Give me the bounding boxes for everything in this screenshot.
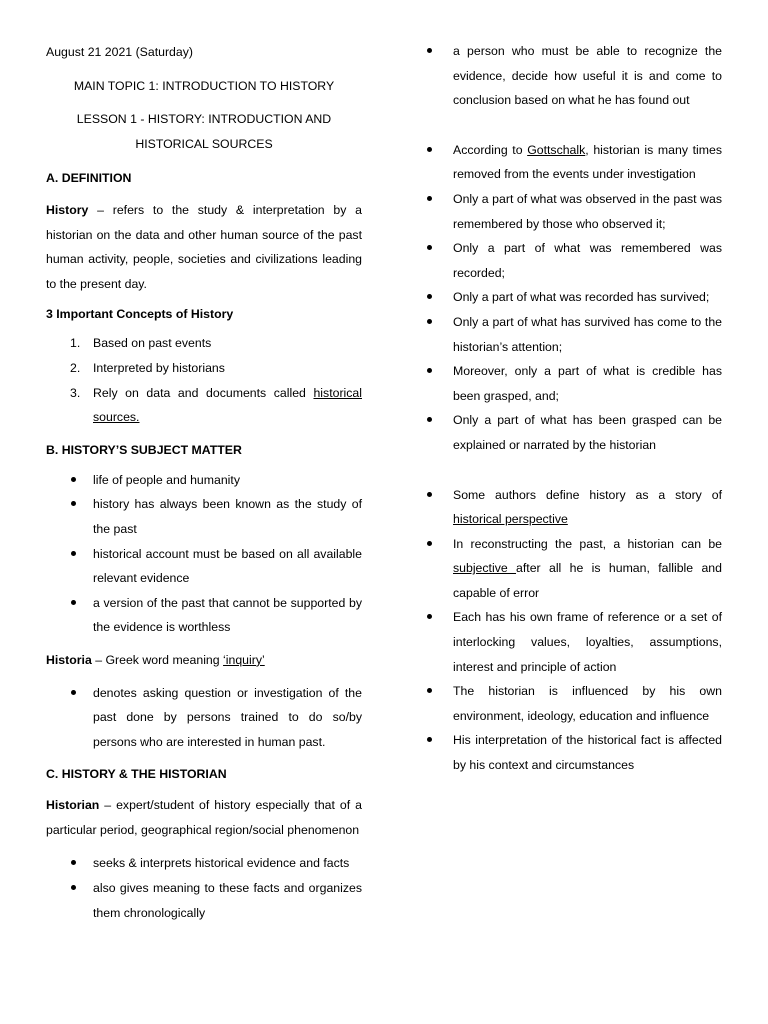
historia-term: Historia bbox=[46, 652, 92, 667]
bullet-icon bbox=[427, 417, 432, 422]
historical-perspective-term: historical perspective bbox=[453, 512, 568, 527]
list-item: Only a part of what was remembered was recorded; bbox=[427, 236, 722, 285]
history-definition bbox=[46, 198, 362, 296]
bullet-icon bbox=[71, 501, 76, 506]
left-column bbox=[46, 0, 362, 925]
list-number: 3. bbox=[70, 385, 81, 400]
bullet-icon bbox=[71, 860, 76, 865]
list-item: Only a part of what was recorded has survived; bbox=[427, 285, 722, 310]
bullet-icon bbox=[427, 48, 432, 53]
list-item: Only a part of what was observed in the past was remembered by those who observed it; bbox=[427, 187, 722, 236]
bullet-icon bbox=[427, 196, 432, 201]
list-item: denotes asking question or investigation of the past done by persons trained to do so/by persons who are interested in human past. bbox=[46, 681, 362, 755]
list-item: historical account must be based on all available relevant evidence bbox=[46, 542, 362, 591]
list-item: seeks & interprets historical evidence and facts bbox=[46, 851, 362, 876]
list-item: history has always been known as the study of the past bbox=[46, 492, 362, 541]
historia-definition: Historia – Greek word meaning ‘inquiry’ bbox=[46, 652, 265, 667]
list-item: Some authors define history as a story of historical perspective bbox=[427, 483, 722, 532]
concepts-list bbox=[46, 331, 362, 429]
bullet-icon bbox=[427, 614, 432, 619]
concepts-heading: 3 Important Concepts of History bbox=[46, 307, 234, 322]
section-a-heading: A. DEFINITION bbox=[46, 171, 132, 185]
list-item: also gives meaning to these facts and organizes them chronologically bbox=[46, 876, 362, 925]
gottschalk-list bbox=[427, 138, 722, 458]
inquiry-word: ‘inquiry’ bbox=[223, 652, 265, 667]
list-item: Only a part of what has survived has come to the historian’s attention; bbox=[427, 310, 722, 359]
main-topic-heading: MAIN TOPIC 1: INTRODUCTION TO HISTORY bbox=[73, 79, 335, 93]
historian-qualities-list bbox=[427, 39, 722, 113]
list-item: 2. Interpreted by historians bbox=[46, 356, 362, 381]
bullet-icon bbox=[71, 885, 76, 890]
list-item: Moreover, only a part of what is credible has been grasped, and; bbox=[427, 359, 722, 408]
historical-sources-link: historical sources. bbox=[93, 385, 362, 425]
historia-list bbox=[46, 681, 362, 755]
list-item: 1. Based on past events bbox=[46, 331, 362, 356]
date-line: August 21 2021 (Saturday) bbox=[46, 45, 193, 59]
list-item: 3. Rely on data and documents called historical sources. bbox=[46, 381, 362, 430]
historian-perspective-list bbox=[427, 483, 722, 778]
list-item: life of people and humanity bbox=[46, 468, 362, 493]
list-item: According to Gottschalk, historian is many times removed from the events under investigation bbox=[427, 138, 722, 187]
bullet-icon bbox=[427, 319, 432, 324]
bullet-icon bbox=[71, 600, 76, 605]
lesson-heading-line1: LESSON 1 - HISTORY: INTRODUCTION AND bbox=[76, 112, 332, 126]
bullet-icon bbox=[71, 477, 76, 482]
section-c-heading: C. HISTORY & THE HISTORIAN bbox=[46, 767, 227, 782]
list-item: Each has his own frame of reference or a set of interlocking values, loyalties, assumptions, interest and principle of action bbox=[427, 605, 722, 679]
history-definition-text: – refers to the study & interpretation by a historian on the data and other human source of the past human activity, people, societies and civilizations leading to the present day. bbox=[46, 203, 362, 291]
bullet-icon bbox=[427, 147, 432, 152]
list-item: a person who must be able to recognize the evidence, decide how useful it is and come to conclusion based on what he has found out bbox=[427, 39, 722, 113]
bullet-icon bbox=[71, 690, 76, 695]
history-term: History bbox=[46, 203, 89, 217]
historian-definition: Historian – expert/student of history especially that of a particular period, geographical region/social phenomenon bbox=[46, 798, 362, 837]
gottschalk-name: Gottschalk bbox=[527, 142, 586, 157]
bullet-icon bbox=[427, 368, 432, 373]
list-number: 1. bbox=[70, 336, 81, 351]
bullet-icon bbox=[427, 294, 432, 299]
bullet-icon bbox=[427, 737, 432, 742]
bullet-icon bbox=[427, 688, 432, 693]
bullet-icon bbox=[427, 245, 432, 250]
bullet-icon bbox=[71, 551, 76, 556]
bullet-icon bbox=[427, 492, 432, 497]
historian-term: Historian bbox=[46, 798, 100, 813]
section-b-heading: B. HISTORY’S SUBJECT MATTER bbox=[46, 442, 242, 457]
subject-matter-list bbox=[46, 468, 362, 640]
list-item: a version of the past that cannot be supported by the evidence is worthless bbox=[46, 591, 362, 640]
historian-list bbox=[46, 851, 362, 925]
list-item: In reconstructing the past, a historian can be subjective after all he is human, fallible and capable of error bbox=[427, 532, 722, 606]
right-column bbox=[427, 0, 722, 778]
subjective-term: subjective bbox=[453, 561, 517, 576]
list-item: His interpretation of the historical fact is affected by his context and circumstances bbox=[427, 728, 722, 777]
list-item: The historian is influenced by his own environment, ideology, education and influence bbox=[427, 679, 722, 728]
list-item: Only a part of what has been grasped can be explained or narrated by the historian bbox=[427, 408, 722, 457]
bullet-icon bbox=[427, 541, 432, 546]
list-number: 2. bbox=[70, 360, 81, 375]
lesson-heading-line2: HISTORICAL SOURCES bbox=[135, 137, 273, 151]
